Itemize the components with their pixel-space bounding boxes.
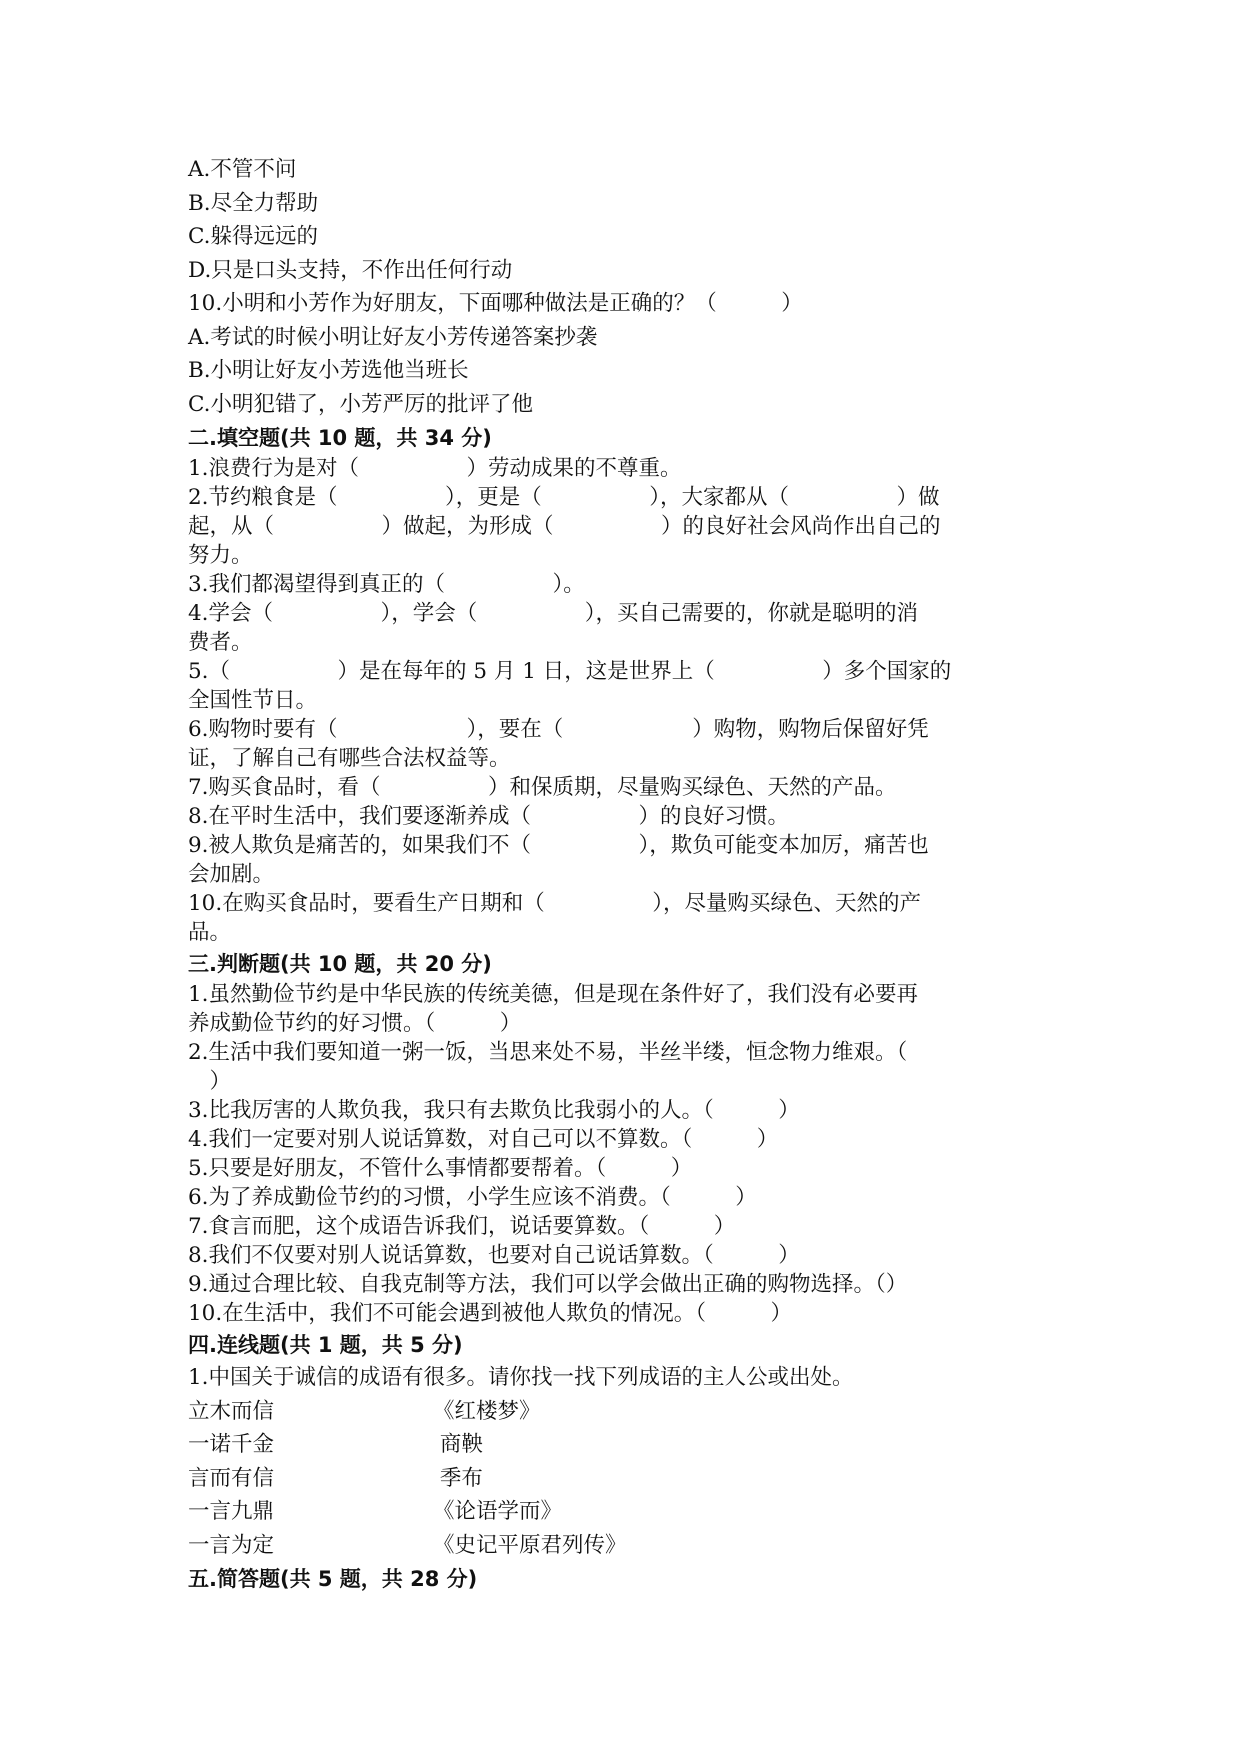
text-line: 9.通过合理比较、自我克制等方法，我们可以学会做出正确的购物选择。（）	[188, 1272, 908, 1297]
text-line: 6.购物时要有（ ），要在（ ）购物，购物后保留好凭	[188, 717, 929, 742]
option-b: B.小明让好友小芳选他当班长	[188, 358, 469, 383]
option-b: B.尽全力帮助	[188, 190, 319, 216]
text-line: 1.浪费行为是对（ ）劳动成果的不尊重。	[188, 456, 682, 481]
text-line: 7.购买食品时，看（ ）和保质期，尽量购买绿色、天然的产品。	[188, 775, 897, 800]
text-line: 4.学会（ ），学会（ ），买自己需要的，你就是聪明的消	[188, 601, 919, 626]
text-line: 1.虽然勤俭节约是中华民族的传统美德，但是现在条件好了，我们没有必要再	[188, 982, 919, 1007]
question-9-options	[188, 153, 1068, 287]
source: 《红楼梦》	[433, 1398, 541, 1424]
option-c: C.小明犯错了，小芳严厉的批评了他	[188, 391, 534, 417]
option-a: A.考试的时候小明让好友小芳传递答案抄袭	[188, 324, 598, 350]
match-row	[188, 1462, 1068, 1496]
option-a: A.不管不问	[188, 157, 297, 182]
text-line: 努力。	[188, 543, 253, 568]
text-line: 品。	[188, 920, 232, 945]
match-row	[188, 1495, 1068, 1529]
match-row	[188, 1395, 1068, 1429]
source: 《史记平原君列传》	[433, 1532, 627, 1558]
text-line: 7.食言而肥，这个成语告诉我们，说话要算数。（ ）	[188, 1214, 736, 1239]
exam-page	[188, 153, 1068, 1595]
section-short-answer	[188, 1563, 1068, 1595]
match-row	[188, 1428, 1068, 1462]
text-line: 6.为了养成勤俭节约的习惯，小学生应该不消费。（ ）	[188, 1185, 757, 1210]
idiom: 一言九鼎	[188, 1499, 275, 1524]
text-line: 5.只要是好朋友，不管什么事情都要帮着。（ ）	[188, 1156, 693, 1181]
idiom: 立木而信	[188, 1398, 275, 1424]
text-line: 3.我们都渴望得到真正的（ ）。	[188, 572, 585, 597]
source: 商鞅	[433, 1432, 483, 1457]
section-title: 二.填空题(共 10 题，共 34 分)	[188, 426, 492, 450]
section-matching	[188, 1329, 1068, 1562]
match-row	[188, 1529, 1068, 1563]
source: 《论语学而》	[433, 1499, 563, 1524]
text-line: 8.我们不仅要对别人说话算数，也要对自己说话算数。（ ）	[188, 1243, 800, 1268]
source: 季布	[433, 1465, 483, 1491]
section-fill-in	[188, 422, 1068, 947]
option-d: D.只是口头支持，不作出任何行动	[188, 257, 513, 283]
text-line: 3.比我厉害的人欺负我，我只有去欺负比我弱小的人。（ ）	[188, 1098, 800, 1123]
idiom: 言而有信	[188, 1465, 275, 1491]
text-line: 10.在购买食品时，要看生产日期和（ ），尽量购买绿色、天然的产	[188, 891, 921, 916]
question-stem: 10.小明和小芳作为好朋友，下面哪种做法是正确的？（ ）	[188, 291, 803, 316]
text-line: 起，从（ ）做起，为形成（ ）的良好社会风尚作出自己的	[188, 514, 941, 539]
question-stem: 1.中国关于诚信的成语有很多。请你找一找下列成语的主人公或出处。	[188, 1365, 854, 1390]
text-line: 2.节约粮食是（ ），更是（ ），大家都从（ ）做	[188, 485, 940, 510]
text-line: 5.（ ）是在每年的 5 月 1 日，这是世界上（ ）多个国家的	[188, 659, 952, 684]
text-line: 9.被人欺负是痛苦的，如果我们不（ ），欺负可能变本加厉，痛苦也	[188, 833, 929, 858]
text-line: 4.我们一定要对别人说话算数，对自己可以不算数。（ ）	[188, 1127, 779, 1152]
section-title: 五.简答题(共 5 题，共 28 分)	[188, 1567, 478, 1591]
question-10	[188, 287, 1068, 421]
section-title: 四.连线题(共 1 题，共 5 分)	[188, 1333, 463, 1357]
text-line: 10.在生活中，我们不可能会遇到被他人欺负的情况。（ ）	[188, 1301, 792, 1326]
text-line: 会加剧。	[188, 862, 275, 887]
text-line: 8.在平时生活中，我们要逐渐养成（ ）的良好习惯。	[188, 804, 790, 829]
idiom: 一言为定	[188, 1532, 275, 1558]
section-true-false	[188, 948, 1068, 1328]
idiom: 一诺千金	[188, 1432, 275, 1457]
text-line: 证，了解自己有哪些合法权益等。	[188, 746, 511, 771]
text-line: 养成勤俭节约的好习惯。（ ）	[188, 1011, 522, 1036]
text-line: 2.生活中我们要知道一粥一饭，当思来处不易，半丝半缕，恒念物力维艰。（	[188, 1040, 908, 1065]
option-c: C.躲得远远的	[188, 224, 319, 249]
text-line: ）	[188, 1069, 232, 1094]
text-line: 全国性节日。	[188, 688, 318, 713]
text-line: 费者。	[188, 630, 253, 655]
section-title: 三.判断题(共 10 题，共 20 分)	[188, 952, 492, 976]
